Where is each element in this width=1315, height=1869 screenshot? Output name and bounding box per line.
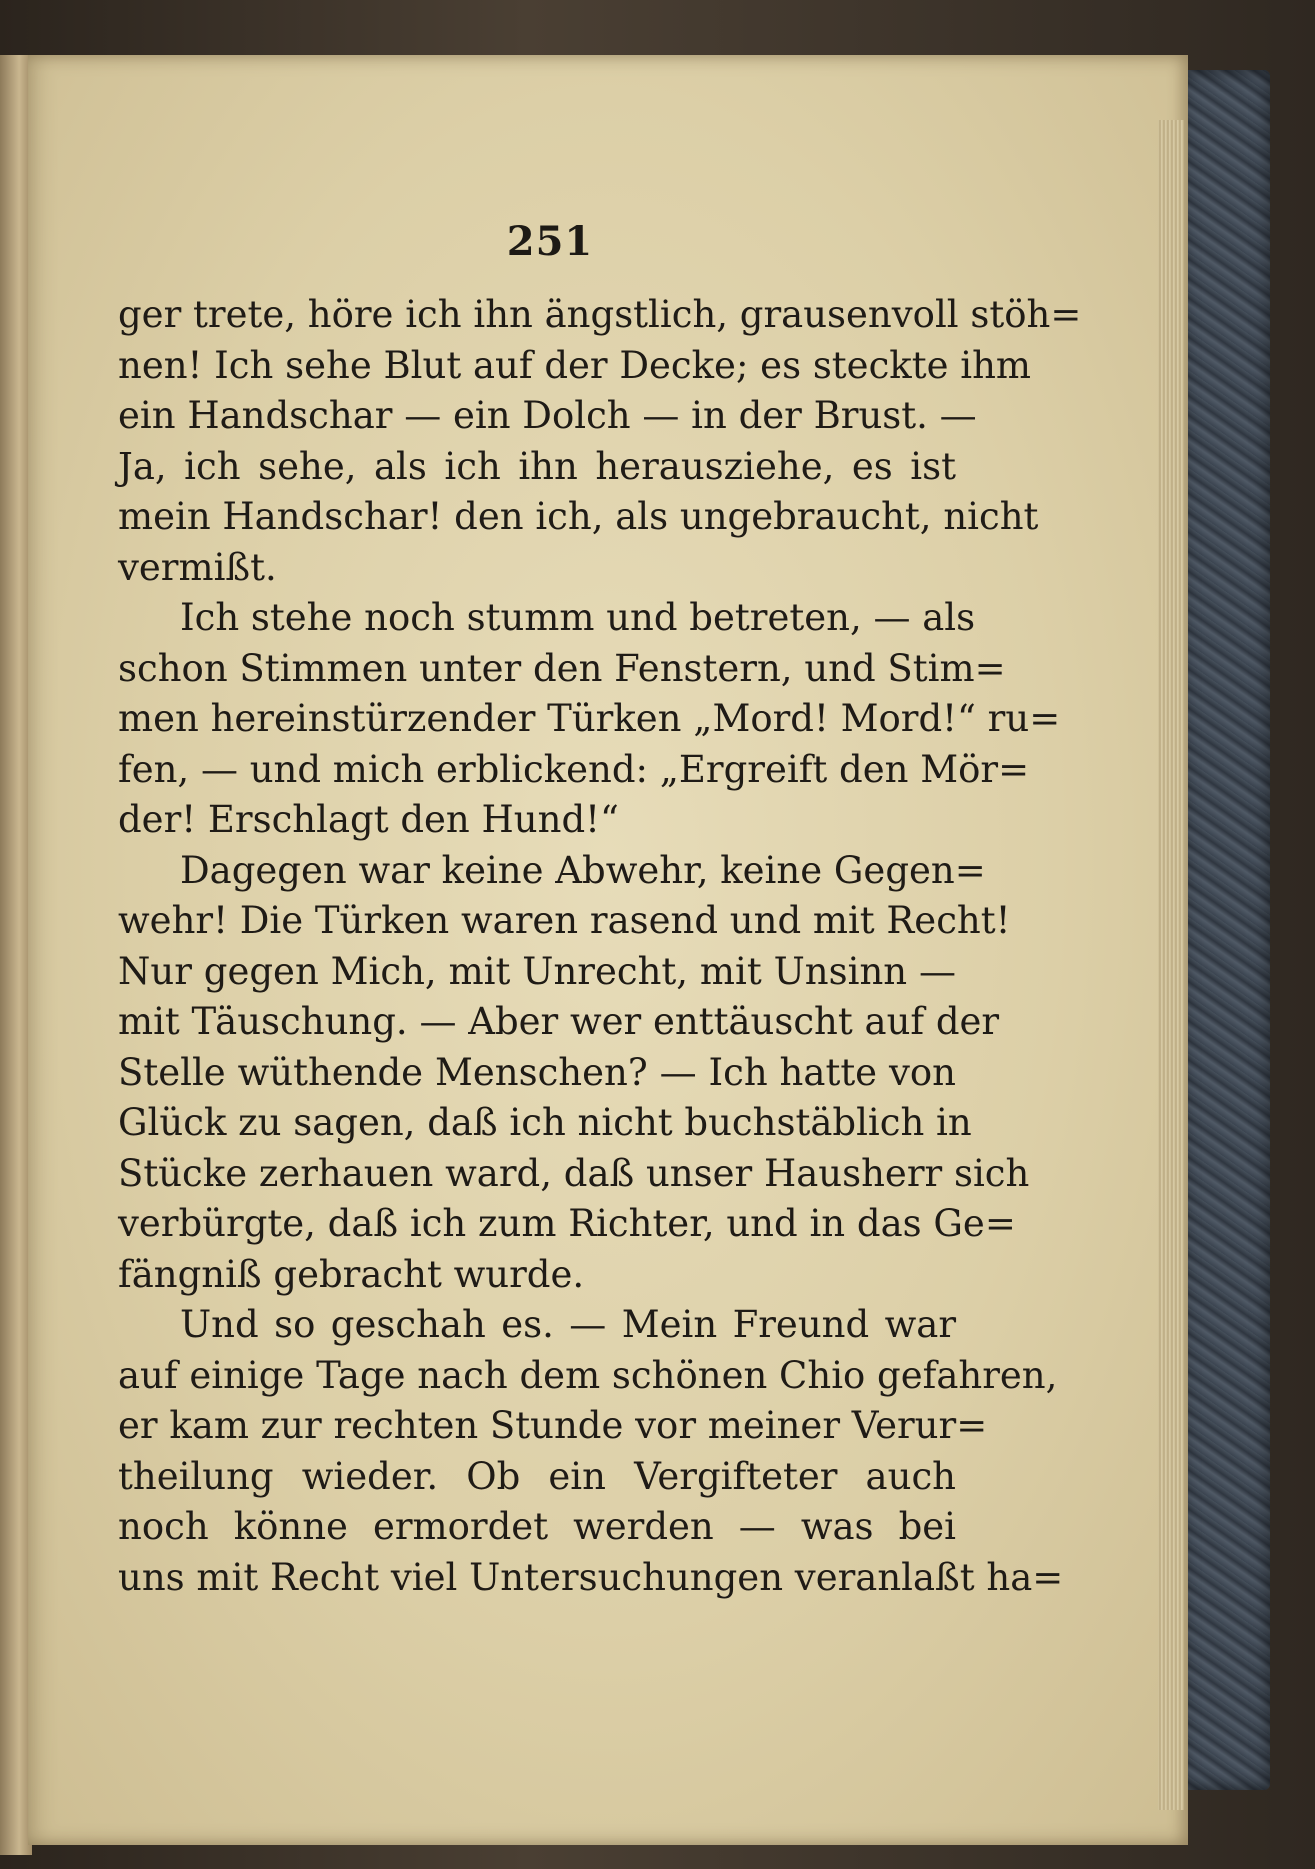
text-line: theilung wieder. Ob ein Vergifteter auch: [118, 1454, 956, 1498]
text-line: ger trete, höre ich ihn ängstlich, grausenvoll stöh=: [118, 293, 1082, 336]
text-line: schon Stimmen unter den Fenstern, und Stim=: [118, 646, 1006, 690]
page-body-text: [118, 290, 1082, 1603]
text-line: der! Erschlagt den Hund!“: [118, 798, 619, 841]
page-stack-edges: [1158, 120, 1184, 1810]
page-number: 251: [506, 218, 594, 265]
text-line: fen, — und mich erblickend: „Ergreift den Mör=: [118, 747, 1030, 791]
text-line: fängniß gebracht wurde.: [118, 1252, 585, 1296]
text-line: er kam zur rechten Stunde vor meiner Verur=: [118, 1404, 988, 1447]
text-line: Und so geschah es. — Mein Freund war: [180, 1303, 956, 1346]
text-line: Ja, ich sehe, als ich ihn herausziehe, es ist: [118, 444, 956, 488]
text-line: Glück zu sagen, daß ich nicht buchstäblich in: [118, 1101, 972, 1144]
book-cover-edge: [1180, 70, 1270, 1790]
text-line: verbürgte, daß ich zum Richter, und in das Ge=: [118, 1202, 1016, 1245]
text-line: Dagegen war keine Abwehr, keine Gegen=: [180, 848, 986, 892]
text-line: mit Täuschung. — Aber wer enttäuscht auf der: [118, 1000, 1000, 1043]
text-line: ein Handschar — ein Dolch — in der Brust. —: [118, 394, 977, 437]
text-line: Stelle wüthende Menschen? — Ich hatte von: [118, 1050, 956, 1094]
text-line: auf einige Tage nach dem schönen Chio gefahren,: [118, 1353, 1058, 1397]
text-line: nen! Ich sehe Blut auf der Decke; es steckte ihm: [118, 343, 1031, 387]
text-line: Stücke zerhauen ward, daß unser Hausherr sich: [118, 1151, 1030, 1195]
text-line: vermißt.: [118, 545, 277, 589]
text-line: Nur gegen Mich, mit Unrecht, mit Unsinn —: [118, 949, 956, 993]
text-line: wehr! Die Türken waren rasend und mit Recht!: [118, 899, 1011, 942]
text-line: noch könne ermordet werden — was bei: [118, 1505, 956, 1548]
text-line: men hereinstürzender Türken „Mord! Mord!“ ru=: [118, 697, 1061, 740]
text-line: mein Handschar! den ich, als ungebraucht, nicht: [118, 495, 1039, 538]
text-line: Ich stehe noch stumm und betreten, — als: [180, 596, 976, 639]
text-line: uns mit Recht viel Untersuchungen veranlaßt ha=: [118, 1555, 1064, 1599]
